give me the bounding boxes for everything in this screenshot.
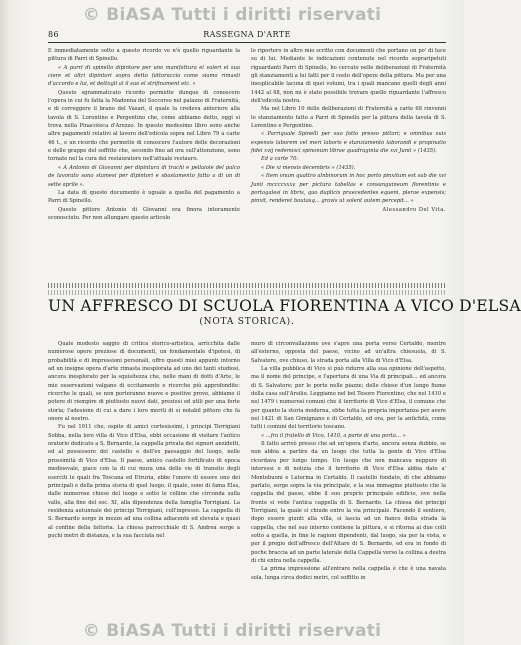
quoted-record: « Die xi mensis decembris » (1435). [261,164,356,171]
page-number: 86 [48,30,59,39]
section-separator-band [48,283,446,288]
paragraph: Il fatto arrivò presso che ad un'opera d'arte, ancora senza dubbio, se non abbia a partire da un luogo che tutta la gente di Vico d'Elsa ricordava per lungo tempo. Un luogo che non mancava neppure di interessi e di notizia che il territorio di Vico d'Elsa abbia dato a' Montebuoni e Luterina in Certaldo. Il castello fondato, di che abbiamo parlato, sorge sopra la via principale, e la sua immagine piuttosto che la cappella del paese, ebbe il suo proprio principale edificio, ove nella fronte si vede l'antica cappella di S. Bernardo. La chiesa dei principi Torrigiani, la quale si chiude entro la via principale. Facendo il sentiero, dopo essere giunti alla villa, si lascia ad un fianco della strada la cappella, che nel suo interno contiene la pittura, e si ritorna ai due colli sotto a quella, in fine le ragioni dipendenti, dal luogo, sia per la vista, e per il pregio dell'affresco dell'Altare di S. Bernardo, ed era in fondo di poche braccia ad un parte laterale della Cappella verso la collina a destra di chi entra nella cappella. [251,441,446,564]
quoted-record: « A parri di spinello dipintore per uno manifattura el valeri el sua ciere et altri dipintori sopra detto fattoraccia come siamo rimasti d'accordo e lui, et dettogli al il suo el strifinament etc. » [48,64,240,88]
article-subtitle: (NOTA STORICA). [199,317,295,327]
quoted-record: « Parriquale Spinelli per suo fatto presso pittori; e omnibus suis expensis laborem vel meri laboris e stanziamento laborandi e propinatio fidei xvij redemisci spinonum librae quadraginta die xvi Junii » (1435). [251,131,446,155]
paragraph: Questo pittore Antonio di Giovanni era finora interamente sconosciuto. Per non allungare questo articolo [48,206,240,221]
watermark-top: © BiASA Tutti i diritti riservati [82,5,382,25]
paragraph: Questo sgrammaticato ricordo permette dunque di conoscere l'opera in cui fu fatta la Madonna del Soccorso nel palazzo di Fraternità, e di correggere il brano del Vasari, il quale la credeva anteriore alla tavola di S. Lorentino e Pergentino che, come abbiamo detto, oggi si trova nella Pinacoteca d'Arezzo. In questo medesimo libro sono anche altre pagamenti relativi al lavoro dell'edicola sopra nel Libro 79 a carte 46 t., e un ricordo che permette di conoscere l'autore delle decorazioni e delle grappe del soffitto che, secondo fino ad ora sull'attenzione, sono tornate nel la cura del restauratore nell'attuale restauro. [48,89,240,163]
paragraph: Fu nel 1911 che, ospite di amici cortesissimi, i principi Torrigiani Sobba, nella loro villa di Vico d'Elsa, ebbi occasione di visitare l'antico oratorio dedicato a S. Bernardo, la cappella privata dei signori anzidetti, ed al possessore del castello e dell'ex paesaggio del luogo, nelle prossimità di Vico d'Elsa. Il paese, antico castello fortificato di epoca medioevale, giace con la di cui mura una delle vie di transito degli eserciti le quali fra Toscana ed Etruria, ebbe l'onore di essere uno dei principali e della prima storia di quel luogo, il quale, sono di fama Elsa, dalle numerose chiese del luogo e sotto le colline che circonda sulla valle, alla fine del sec. XI, alla dipendenza della famiglia Torrigiani. La residenza autunnale dei principi Torrigiani, coll'ingresso. La cappella di S. Bernardo sorge in mezzo ad una collina adiacente ed elevata e quasi al confine della fattoria. La chiesa parrocchiale di S. Andrea sorge a pochi metri di distanza, e la sua facciata nel [48,424,240,539]
paragraph: muro di circonvallazione ove s'apre una porta verso Certaldo, mentre all'esterno, opposta del paese, vicino ad un'altra chiesuola, di S. Salvatore, ove chiuso, la strada porta alla Villa di Vico d'Elsa. [251,341,446,364]
quoted-record: « A Antonio di Giovanni per dipintura di trachi e pellaiole del palco de lavorato sono stamesi per dipintori e sbastamento fatto a di un di sette aprile ». [48,164,240,188]
section-separator-band [48,290,446,295]
page-edge-shadow [0,0,10,645]
paragraph: E immediatamente sotto a questo ricordo ve n'è quello riguardante la pittura di Parri di Spinello. [48,48,240,63]
article-title: UN AFFRESCO DI SCUOLA FIORENTINA A VICO D'ELSA [48,297,521,315]
author-signature: Alessandro Del Vita. [382,206,446,213]
column-bottom-left [48,340,240,540]
paragraph: Quale modesto saggio di critica storico-artistica, arricchita dalle numerose opere preziose di documenti, un fondamentale d'ipotesi, di probabilità e di impressioni personali, offro questi miei appunti intorno ad un insigne opera d'arte rimasta inesplorata ad uno dei tanti studiosi, ancora inesplorato per la squisitezza che, nelle mani di dotti d'Arte, le mie osservazioni valgano di eccitamento e ricerche più approfondite: ricerche le quali, se non porteranno nuove e positive prove, abbiamo il potere di riempire di piuttosto nuovi dati, preziosi ed utili per una forte storia; l'adesione di cui a dare i loro meriti di sì notabil pittore che fa onore al nostro. [48,341,240,423]
running-title: RASSEGNA D'ARTE [203,30,291,39]
paragraph: Ed a carte 70: [261,156,299,163]
paragraph: Ma nel Libro 10 delle deliberazioni di Fraternità a carte 68 rinvenni lo stanziamento fatto a Parri di Spinello per la pittura della tavola di S. Lorentino e Pergentino. [251,106,446,130]
quoted-record: « ...fra il fratello di Vico, 1410, a parte di una porta... » [261,432,406,439]
paragraph: La villa pubblica di Vico si può ridurre alla sua opinione dell'aspetto, ma il nome del principe, e l'apertura di una Via di principali... ed ancora di S. Salvatore; per le porte nelle piazze; delle chiese d'un lungo fiume della casa sull'Arsilio. Leggiamo nel bel Tesoro Fiorentino, che nel 1410 e nel 1479 i numerosi comuni che il territorio di Vico d'Elsa, il comune che per quanto la storia moderna, ebbe tutta la propria importanza per avere nel 1421 di San Gimignano e di Certaldo, ed ora, per la antichità, come tutti i comuni del territorio toscano. [251,366,446,431]
paragraph: La data di questo documento è uguale a quella del pagamento a Parri di Spinello. [48,189,240,205]
column-bottom-right [251,340,446,582]
paragraph: lo riportero in altro mio scritto con documenti che portano un po' di luce su di lui. Mediante le indicazioni contenute nel ricordo sopraripetuti riguardanti Parri di Spinello, ho cercato nelle deliberazioni di Fraternità gli stanziamenti a lui fatti per il costo dell'opere della pittura. Ma per una inesplicabile lacuna di quei volumi, tra i quali mancano quelli degli anni 1442 al 48, non mi è stato possibile trovare quello riguardante l'affresco dell'edicola nostra. [251,48,446,105]
column-top-right [251,47,446,214]
watermark-bottom: © BiASA Tutti i diritti riservati [82,621,382,641]
quoted-record: « Item vnum quattro alnbinorum in hoc porto pinxitum est sub die xvi Junii mccccxxxv per pictura tabellas e consanguineum florentinis e portogalesi in libris, quo duplicis praecedentes equeni, plerae expensis; pinxit, renderet bautasq... gravis ut solent autem percepit... » [251,173,446,205]
header-rule [48,42,446,43]
column-top-left [48,47,240,222]
paragraph: La prima impressione all'entrare nella cappella è che è una navata sola, lunga circa dodici metri, col soffitto in [251,566,446,581]
